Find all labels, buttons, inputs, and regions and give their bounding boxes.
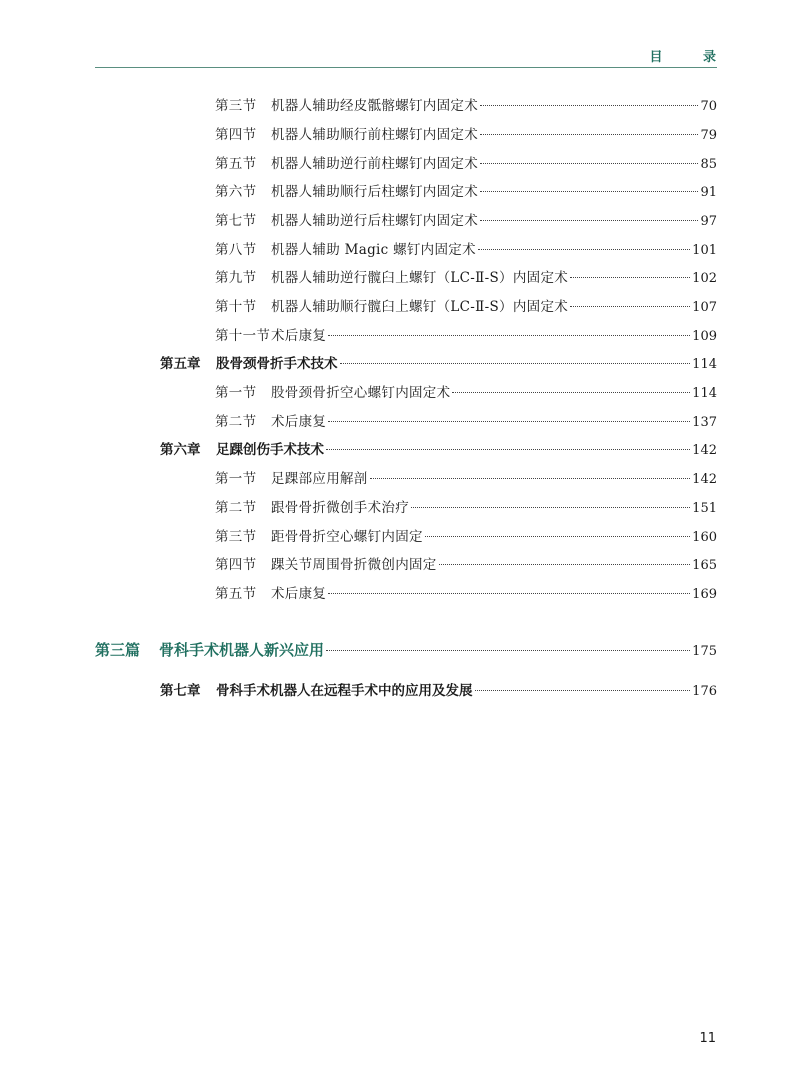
toc-entry-title: 机器人辅助经皮骶髂螺钉内固定术 [271,98,478,114]
toc-entry[interactable] [215,125,717,145]
toc-entry-title: 机器人辅助顺行后柱螺钉内固定术 [271,184,478,200]
dot-leader [452,391,690,393]
toc-entry-title: 跟骨骨折微创手术治疗 [271,500,409,516]
toc-entry-number: 第七章 [160,683,201,699]
running-head [0,0,800,70]
toc-entry-page: 142 [692,472,717,487]
toc-entry-label [215,469,368,489]
toc-entry[interactable] [215,383,717,403]
toc-chapter-entry[interactable] [160,440,717,460]
toc-entry-title: 机器人辅助逆行前柱螺钉内固定术 [271,156,478,172]
toc-entry[interactable] [215,297,717,317]
toc-chapter-entry[interactable] [160,681,717,701]
toc-entry-number: 第八节 [215,242,257,258]
running-title: 目 录 [649,50,734,65]
dot-leader [475,689,691,691]
toc-entry-page: 91 [700,185,717,200]
page-number: 11 [699,1031,716,1046]
toc-entry-number: 第五节 [215,156,257,172]
toc-entry-number: 第五节 [215,586,257,602]
toc-entry-number: 第六节 [215,184,257,200]
toc-entry-number: 第四节 [215,127,257,143]
dot-leader [480,219,698,221]
toc-entry-page: 176 [692,684,717,699]
toc-entry-page: 165 [692,558,717,573]
toc-entry[interactable] [215,96,717,116]
dot-leader [328,592,690,594]
toc-entry-title: 股骨颈骨折手术技术 [216,356,338,372]
toc-entry-label [215,584,326,604]
dot-leader [480,190,698,192]
header-rule [95,67,717,68]
toc-entry-label [215,268,568,288]
toc-entry-number: 第三篇 [95,641,141,659]
dot-leader [326,448,690,450]
toc-entry-number: 第五章 [160,356,201,372]
toc-entry-label [215,125,478,145]
dot-leader [328,334,690,336]
dot-leader [480,104,698,106]
toc-entry-page: 169 [692,587,717,602]
dot-leader [439,563,691,565]
toc-entry-label [215,412,326,432]
toc-entry-label [215,96,478,116]
toc-entry[interactable] [215,240,717,260]
toc-entry-title: 术后康复 [271,414,327,430]
toc-entry[interactable] [215,154,717,174]
toc-entry-label [160,354,338,374]
toc-entry-label [215,383,450,403]
dot-leader [478,248,690,250]
dot-leader [326,649,690,651]
toc-entry-title: 骨科手术机器人在远程手术中的应用及发展 [216,683,473,699]
toc-entry-title: 术后康复 [271,328,327,344]
toc-entry-title: 术后康复 [271,586,327,602]
toc-entry-label [95,640,324,660]
toc-entry-page: 79 [700,128,717,143]
toc-entry-title: 机器人辅助逆行后柱螺钉内固定术 [271,213,478,229]
toc-entry-title: 骨科手术机器人新兴应用 [159,641,325,659]
toc-entry[interactable] [215,268,717,288]
dot-leader [570,276,690,278]
toc-entry-number: 第二节 [215,500,257,516]
toc-entry[interactable] [215,498,717,518]
toc-entry-title: 机器人辅助逆行髋臼上螺钉（LC-Ⅱ-S）内固定术 [271,270,569,286]
toc-entry[interactable] [215,527,717,547]
toc-entry-title: 足踝部应用解剖 [271,471,368,487]
dot-leader [480,162,698,164]
toc-entry[interactable] [215,412,717,432]
toc-entry-page: 85 [700,157,717,172]
toc-entry-page: 151 [692,501,717,516]
toc-entry-page: 107 [692,300,717,315]
toc-entry-page: 137 [692,415,717,430]
toc-entry[interactable] [215,584,717,604]
dot-leader [480,133,698,135]
toc-entry-label [215,527,423,547]
toc-entry[interactable] [215,326,717,346]
toc-entry[interactable] [215,182,717,202]
toc-entry-label [215,555,437,575]
toc-entry-title: 足踝创伤手术技术 [216,442,324,458]
toc-entry-number: 第三节 [215,529,257,545]
toc-entry-label [215,182,478,202]
toc-entry-title: 股骨颈骨折空心螺钉内固定术 [271,385,451,401]
toc-entry[interactable] [215,211,717,231]
toc-entry-page: 109 [692,329,717,344]
toc-entry-number: 第九节 [215,270,257,286]
toc-chapter-entry[interactable] [160,354,717,374]
toc-entry[interactable] [215,555,717,575]
toc-entry-number: 第三节 [215,98,257,114]
toc-entry-number: 第十节 [215,299,257,315]
toc-entry[interactable] [215,469,717,489]
toc-entry-page: 70 [700,99,717,114]
toc-entry-page: 102 [692,271,717,286]
toc-entry-label [160,440,324,460]
dot-leader [370,477,691,479]
toc-entry-title: 距骨骨折空心螺钉内固定 [271,529,423,545]
toc-entry-page: 175 [692,644,717,659]
toc-entry-number: 第十一节 [215,328,271,344]
toc-entry-number: 第一节 [215,471,257,487]
dot-leader [411,506,690,508]
toc-entry-page: 142 [692,443,717,458]
toc-entry-number: 第一节 [215,385,257,401]
toc-entry-title: 踝关节周围骨折微创内固定 [271,557,437,573]
toc-entry-label [215,297,568,317]
toc-entry-page: 160 [692,530,717,545]
toc-part-entry[interactable] [95,640,717,660]
toc-entry-page: 114 [692,357,717,372]
toc-entry-page: 101 [692,243,717,258]
dot-leader [340,362,691,364]
toc-entry-page: 97 [700,214,717,229]
toc-entry-label [215,326,326,346]
toc-entry-number: 第四节 [215,557,257,573]
toc-entry-number: 第七节 [215,213,257,229]
toc-entry-label [215,240,476,260]
toc-entry-label [215,211,478,231]
toc-entry-title: 机器人辅助顺行髋臼上螺钉（LC-Ⅱ-S）内固定术 [271,299,569,315]
dot-leader [328,420,690,422]
dot-leader [425,535,690,537]
toc-entry-title: 机器人辅助顺行前柱螺钉内固定术 [271,127,478,143]
toc-entry-label [215,498,409,518]
toc-entry-number: 第六章 [160,442,201,458]
toc-entry-title: 机器人辅助 Magic 螺钉内固定术 [271,242,476,258]
toc-entry-page: 114 [692,386,717,401]
toc-entry-label [160,681,473,701]
toc-entry-number: 第二节 [215,414,257,430]
toc-entry-label [215,154,478,174]
dot-leader [570,305,690,307]
